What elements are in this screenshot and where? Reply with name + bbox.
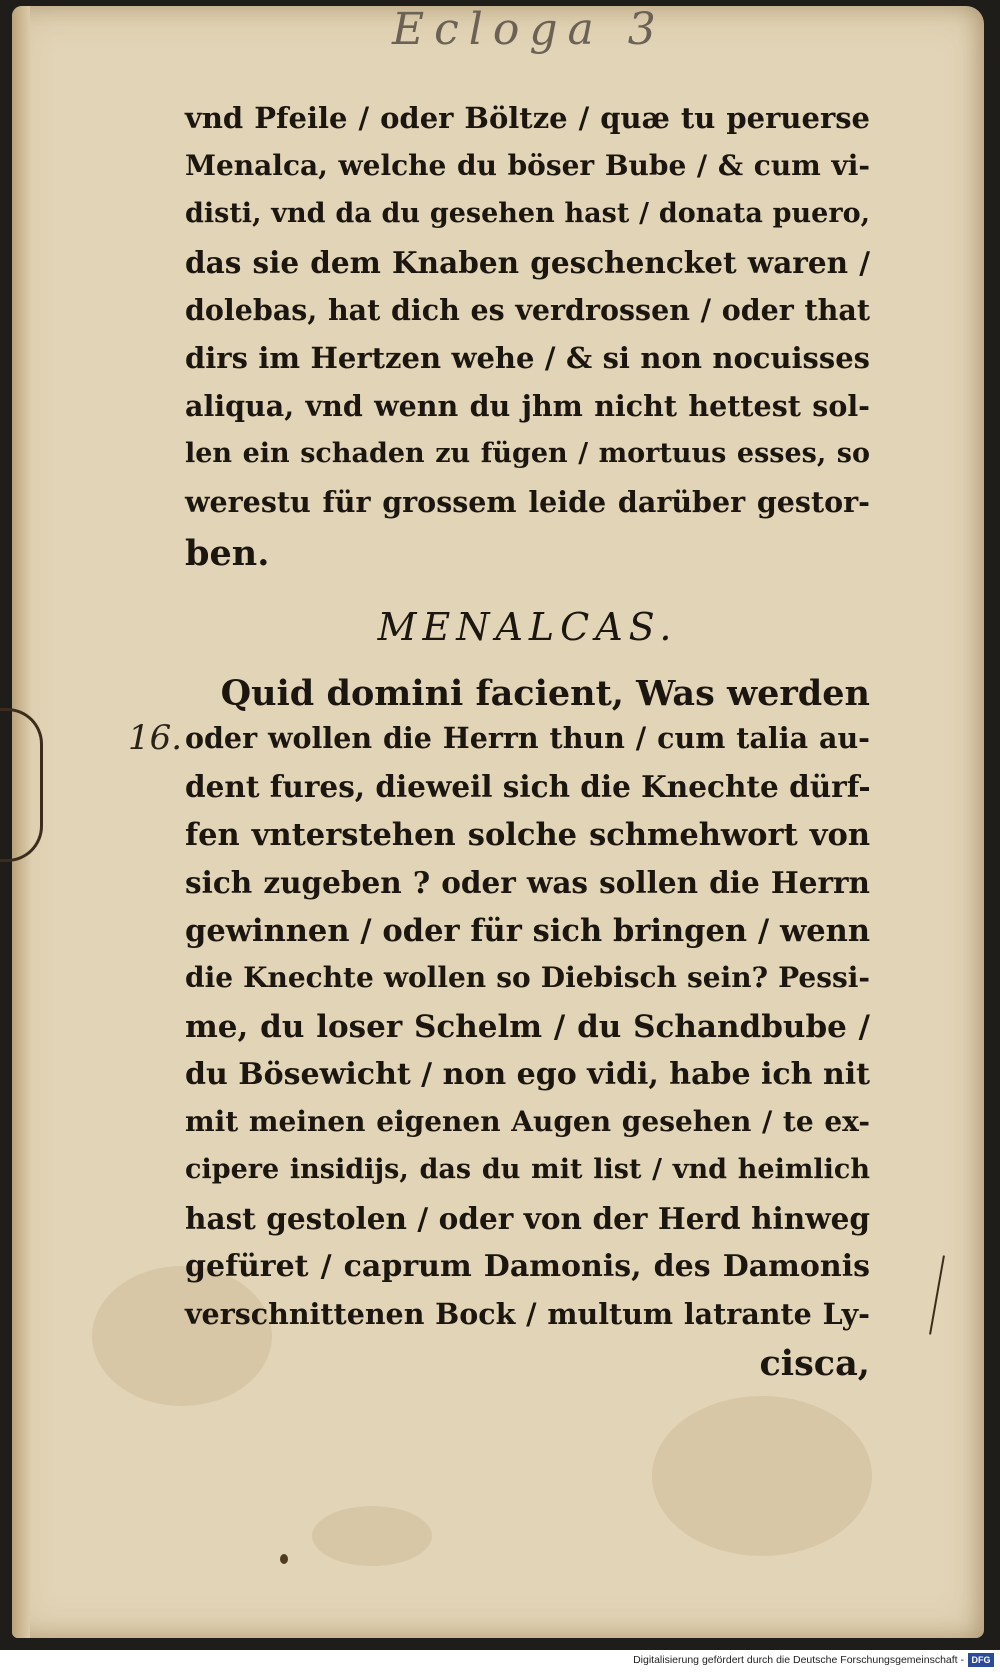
text-line: aliqua, vnd wenn du jhm nicht hettest sol- <box>185 389 870 423</box>
text-line: len ein schaden zu fügen / mortuus esses, so <box>185 438 870 469</box>
dfg-logo: DFG <box>968 1653 994 1667</box>
text-line: das sie dem Knaben geschencket waren / <box>185 245 870 280</box>
speaker-heading: MENALCAS. <box>377 605 678 649</box>
text-line: gewinnen / oder für sich bringen / wenn <box>185 913 870 949</box>
paper-stain <box>652 1396 872 1556</box>
text-line: die Knechte wollen so Diebisch sein? Pessi- <box>185 961 870 994</box>
handwritten-folio-note: Ecloga 3 <box>392 4 666 55</box>
digitization-footer <box>0 1650 1000 1672</box>
text-line: fen vnterstehen solche schmehwort von <box>185 817 870 853</box>
text-line: hast gestolen / oder von der Herd hinweg <box>185 1201 870 1236</box>
ink-spot <box>280 1554 288 1564</box>
text-line: dent fures, dieweil sich die Knechte dürf- <box>185 769 871 804</box>
text-line: werestu für grossem leide darüber gestor- <box>185 485 870 519</box>
margin-verse-number: 16. <box>128 718 183 758</box>
funding-credit: Digitalisierung gefördert durch die Deutsche Forschungsgemeinschaft - <box>633 1654 964 1666</box>
text-line: vnd Pfeile / oder Böltze / quæ tu peruerse <box>185 101 870 135</box>
text-line: cipere insidijs, das du mit list / vnd heimlich <box>185 1154 870 1185</box>
text-line: verschnittenen Bock / multum latrante Ly- <box>185 1297 870 1331</box>
text-line: dirs im Hertzen wehe / & si non nocuisses <box>185 341 870 375</box>
margin-clip-mark <box>0 708 43 862</box>
text-line: Quid domini facient, Was werden <box>220 673 870 714</box>
text-line: sich zugeben ? oder was sollen die Herrn <box>185 865 870 900</box>
text-line: ben. <box>185 533 270 574</box>
text-line: du Bösewicht / non ego vidi, habe ich nit <box>185 1057 871 1092</box>
text-line: Menalca, welche du böser Bube / & cum vi- <box>185 149 870 182</box>
text-line: gefüret / caprum Damonis, des Damonis <box>185 1249 870 1284</box>
text-line: oder wollen die Herrn thun / cum talia au- <box>185 721 870 755</box>
paper-stain <box>92 1266 272 1406</box>
catchword: cisca, <box>759 1343 870 1384</box>
text-line: me, du loser Schelm / du Schandbube / <box>185 1009 870 1045</box>
paper-stain <box>312 1506 432 1566</box>
text-line: dolebas, hat dich es verdrossen / oder that <box>185 293 870 327</box>
text-line: disti, vnd da du gesehen hast / donata puero, <box>185 198 870 229</box>
text-line: mit meinen eigenen Augen gesehen / te ex- <box>185 1105 870 1138</box>
